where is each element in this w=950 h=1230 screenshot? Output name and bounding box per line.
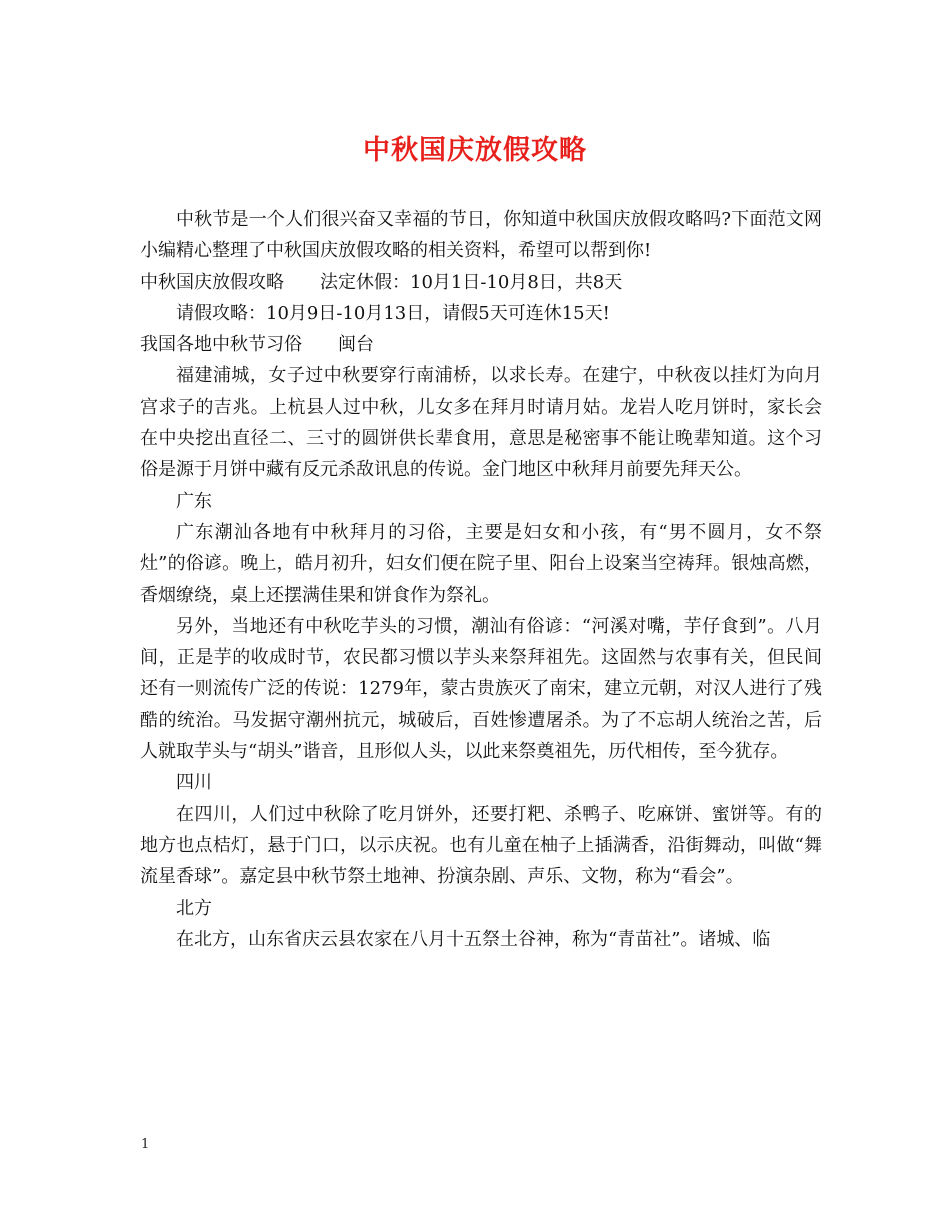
paragraph-taro: 另外，当地还有中秋吃芋头的习惯，潮汕有俗谚：“河溪对嘴，芋仔食到”。八月间，正是芋的收成时节，农民都习惯以芋头来祭拜祖先。这固然与农事有关，但民间还有一则流传广泛的传说：1279年，蒙古贵族灭了南宋，建立元朝，对汉人进行了残酷的统治。马发据守潮州抗元，城破后，百姓惨遭屠杀。为了不忘胡人统治之苦，后人就取芋头与“胡头”谐音，且形似人头，以此来祭奠祖先，历代相传，至今犹存。 xyxy=(140,615,822,763)
region-guangdong-heading: 广东 xyxy=(176,490,212,512)
region-minti-heading: 闽台 xyxy=(338,334,374,356)
document-body xyxy=(140,204,822,955)
paragraph-sichuan: 在四川，人们过中秋除了吃月饼外，还要打粑、杀鸭子、吃麻饼、蜜饼等。有的地方也点桔灯，悬于门口，以示庆祝。也有儿童在柚子上插满香，沿街舞动，叫做“舞流星香球”。嘉定县中秋节祭土地神、扮演杂剧、声乐、文物，称为“看会”。 xyxy=(140,803,822,888)
page-number: 1 xyxy=(141,1137,150,1152)
document-title: 中秋国庆放假攻略 xyxy=(363,135,587,166)
paragraph-fujian: 福建浦城，女子过中秋要穿行南浦桥，以求长寿。在建宁，中秋夜以挂灯为向月宫求子的吉兆。上杭县人过中秋，儿女多在拜月时请月姑。龙岩人吃月饼时，家长会在中央挖出直径二、三寸的圆饼供长辈食用，意思是秘密事不能让晚辈知道。这个习俗是源于月饼中藏有反元杀敌讯息的传说。金门地区中秋拜月前要先拜天公。 xyxy=(140,365,822,481)
paragraph-intro: 中秋节是一个人们很兴奋又幸福的节日，你知道中秋国庆放假攻略吗?下面范文网小编精心整理了中秋国庆放假攻略的相关资料，希望可以帮到你! xyxy=(140,209,822,262)
region-north-heading: 北方 xyxy=(176,897,212,919)
holiday-heading: 中秋国庆放假攻略 xyxy=(140,271,284,293)
paragraph-north: 在北方，山东省庆云县农家在八月十五祭土谷神，称为“青苗社”。诸城、临 xyxy=(176,928,771,950)
paragraph-chaoshan: 广东潮汕各地有中秋拜月的习俗，主要是妇女和小孩，有“男不圆月，女不祭灶”的俗谚。晚上，皓月初升，妇女们便在院子里、阳台上设案当空祷拜。银烛高燃，香烟缭绕，桌上还摆满佳果和饼食作为祭礼。 xyxy=(140,521,822,606)
paragraph-holiday xyxy=(140,267,822,298)
holiday-legal-dates: 法定休假：10月1日-10月8日，共8天 xyxy=(320,271,623,293)
customs-heading: 我国各地中秋节习俗 xyxy=(140,334,302,356)
paragraph-leave-strategy: 请假攻略：10月9日-10月13日，请假5天可连休15天! xyxy=(176,302,610,324)
region-sichuan-heading: 四川 xyxy=(176,772,212,794)
paragraph-customs-heading xyxy=(140,329,822,360)
